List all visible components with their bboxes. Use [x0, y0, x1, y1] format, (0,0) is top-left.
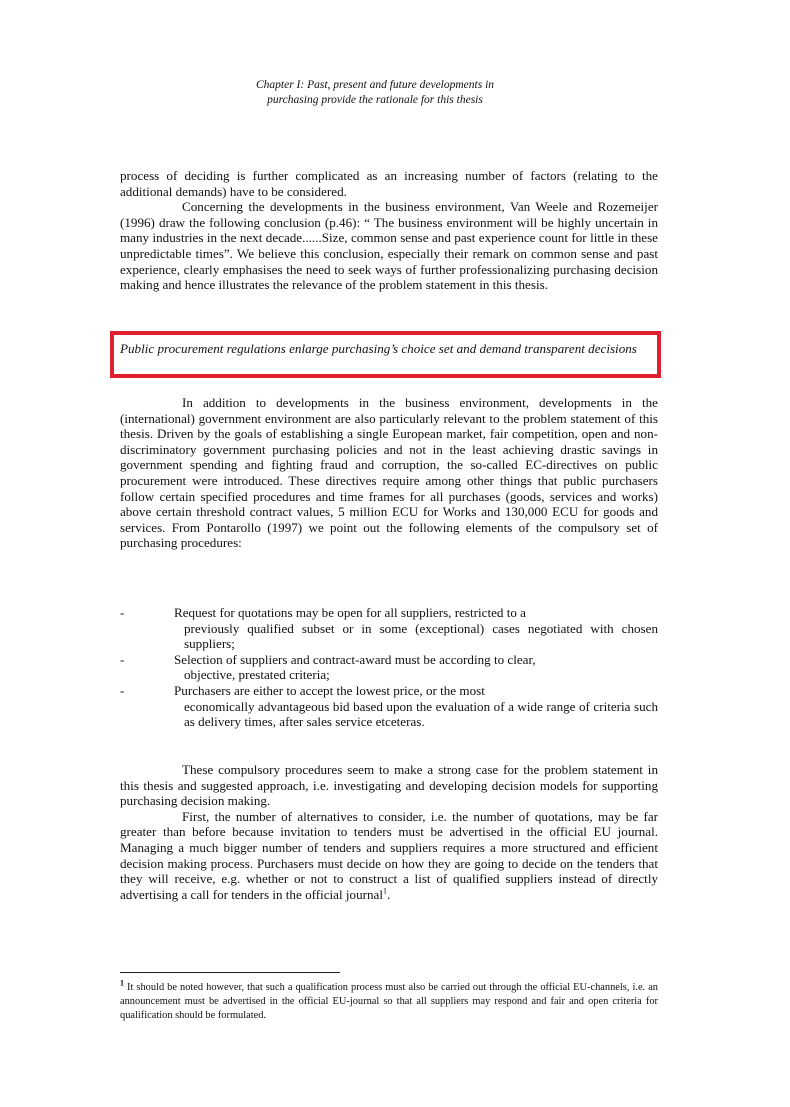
body-block-government [120, 395, 658, 551]
list-dash: - [120, 682, 125, 698]
list-item-first-line: Selection of suppliers and contract-award must be according to clear, [174, 651, 536, 667]
footnote-mark: 1 [120, 978, 124, 988]
paragraph-alternatives-end: . [387, 886, 391, 902]
list-dash: - [120, 605, 125, 620]
footnote-divider [120, 972, 340, 973]
body-block-conclusion [120, 762, 658, 902]
list-item-continuation: economically advantageous bid based upon the evaluation of a wide range of criteria such as delivery times, after sales service etceteras. [184, 698, 658, 730]
running-header [200, 78, 550, 108]
paragraph-government-environment: In addition to developments in the business environment, developments in the (international) government environment are also particularly relevant to the problem statement of this thesis. Driven by the goals of establishing a single European market, fair competition, open and non-discriminatory government purchasing policies and not in the least achieving drastic savings in government spending and fighting fraud and corruption, the so-called EC-directives on public procurement were introduced. These directives require among other things that public purchasers follow certain specified procedures and time frames for all purchases (goods, services and works) above certain threshold contract values, 5 million ECU for Works and 130,000 ECU for goods and services. From Pontarollo (1997) we point out the following elements of the compulsory set of purchasing procedures: [120, 395, 658, 551]
paragraph-business-environment: Concerning the developments in the business environment, Van Weele and Rozemeijer (1996) draw the following conclusion (p.46): “ The business environment will be highly uncertain in many industries in the next decade......Size, common sense and past experience count for little in these unpredictable times”. We believe this conclusion, especially their remark on common sense and past experience, clearly emphasises the need to seek ways of further professionalizing purchasing decision making and hence illustrates the relevance of the problem statement in this thesis. [120, 199, 658, 293]
list-item [120, 683, 658, 730]
paragraph-alternatives-text: First, the number of alternatives to consider, i.e. the number of quotations, may be far greater than before because invitation to tenders must be advertised in the official EU journal. Managing a much bigger number of tenders and suppliers requires a more structured and efficient decision making process. Purchasers must decide on how they are going to decide on the tenders that they will receive, e.g. whether or not to construct a list of qualified suppliers instead of directly advertising a call for tenders in the official journal [120, 808, 658, 902]
list-item-continuation: objective, prestated criteria; [184, 667, 330, 683]
body-block-intro [120, 168, 658, 293]
paragraph-alternatives [120, 809, 658, 903]
footnote [120, 978, 658, 1023]
paragraph-continuation: process of deciding is further complicated as an increasing number of factors (relating to the additional demands) have to be considered. [120, 168, 658, 199]
procedure-list [120, 605, 658, 730]
list-dash: - [120, 651, 125, 667]
section-heading: Public procurement regulations enlarge purchasing’s choice set and demand transparent decisions [120, 341, 637, 356]
list-item-first-line: Request for quotations may be open for all suppliers, restricted to a [174, 605, 526, 620]
footnote-text: It should be noted however, that such a qualification process must also be carried out through the official EU-channels, i.e. an announcement must be advertised in the official EU-journal so that all suppliers may respond and fair and open criteria for qualification should be formulated. [120, 982, 658, 1021]
list-item [120, 652, 658, 683]
running-header-line-2: purchasing provide the rationale for this thesis [267, 94, 483, 106]
footnote-reference[interactable]: 1 [383, 886, 387, 896]
list-item-first-line: Purchasers are either to accept the lowest price, or the most [174, 682, 485, 698]
list-item-continuation: previously qualified subset or in some (exceptional) cases negotiated with chosen suppliers; [184, 620, 658, 652]
paragraph-compulsory-procedures: These compulsory procedures seem to make a strong case for the problem statement in this thesis and suggested approach, i.e. investigating and developing decision models for supporting purchasing decision making. [120, 762, 658, 809]
running-header-line-1: Chapter I: Past, present and future developments in [255, 79, 495, 91]
list-item [120, 605, 658, 652]
